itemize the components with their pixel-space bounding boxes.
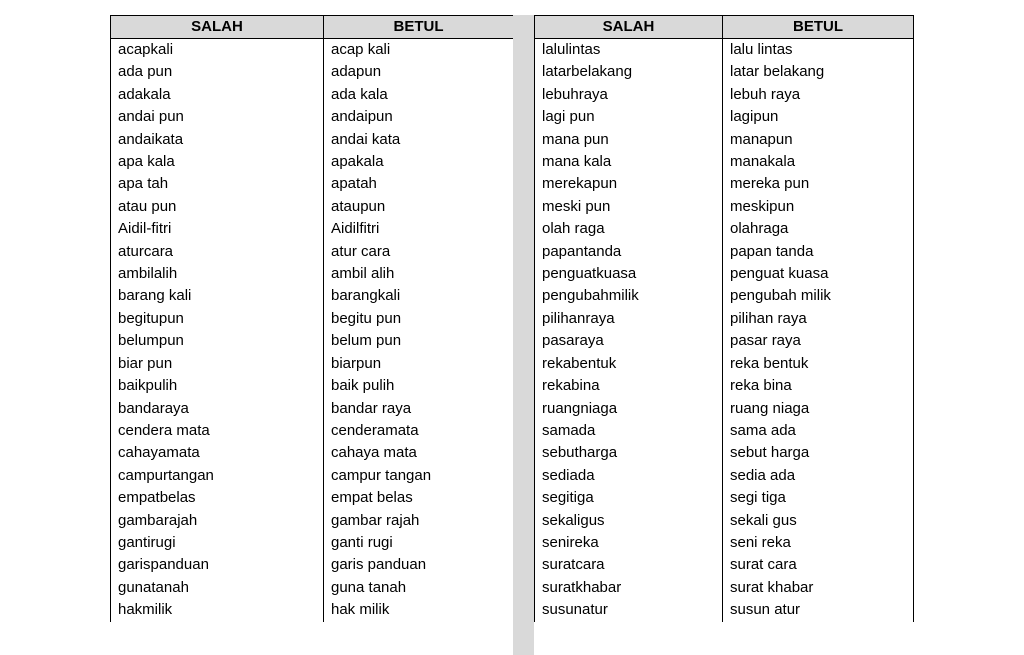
cell-salah: apa kala <box>111 151 324 173</box>
spelling-table-left <box>110 15 514 622</box>
cell-betul: ambil alih <box>324 263 514 285</box>
cell-betul: garis panduan <box>324 554 514 576</box>
cell-salah: gambarajah <box>111 510 324 532</box>
cell-salah: andai pun <box>111 106 324 128</box>
table-row <box>535 465 914 487</box>
table-row <box>111 599 514 621</box>
cell-betul: andaipun <box>324 106 514 128</box>
table-row <box>535 554 914 576</box>
table-row <box>111 173 514 195</box>
cell-betul: sebut harga <box>723 442 914 464</box>
table-row <box>111 577 514 599</box>
table-row <box>535 151 914 173</box>
cell-betul: sekali gus <box>723 510 914 532</box>
table-row <box>111 330 514 352</box>
cell-betul: atur cara <box>324 241 514 263</box>
table-row <box>535 129 914 151</box>
cell-salah: susunatur <box>535 599 723 621</box>
cell-salah: garispanduan <box>111 554 324 576</box>
cell-salah: cendera mata <box>111 420 324 442</box>
cell-betul: gambar rajah <box>324 510 514 532</box>
cell-betul: susun atur <box>723 599 914 621</box>
cell-salah: apa tah <box>111 173 324 195</box>
table-row <box>535 196 914 218</box>
cell-betul: manapun <box>723 129 914 151</box>
cell-betul: apakala <box>324 151 514 173</box>
cell-betul: hak milik <box>324 599 514 621</box>
table-row <box>111 420 514 442</box>
table-row <box>111 285 514 307</box>
cell-betul: ruang niaga <box>723 398 914 420</box>
table-row <box>535 241 914 263</box>
cell-salah: pasaraya <box>535 330 723 352</box>
table-row <box>111 375 514 397</box>
cell-betul: reka bina <box>723 375 914 397</box>
table-row <box>535 442 914 464</box>
table-row <box>535 39 914 62</box>
table-row <box>535 353 914 375</box>
cell-betul: ganti rugi <box>324 532 514 554</box>
cell-salah: meski pun <box>535 196 723 218</box>
cell-salah: belumpun <box>111 330 324 352</box>
cell-betul: begitu pun <box>324 308 514 330</box>
cell-salah: hakmilik <box>111 599 324 621</box>
cell-salah: suratcara <box>535 554 723 576</box>
column-header-betul: BETUL <box>324 16 514 39</box>
table-row <box>535 173 914 195</box>
cell-salah: lagi pun <box>535 106 723 128</box>
table-row <box>535 263 914 285</box>
table-row <box>111 129 514 151</box>
table-row <box>111 353 514 375</box>
table-row <box>535 106 914 128</box>
table-row <box>111 510 514 532</box>
cell-betul: andai kata <box>324 129 514 151</box>
table-row <box>535 599 914 621</box>
table-row <box>111 398 514 420</box>
cell-salah: campurtangan <box>111 465 324 487</box>
table-row <box>111 84 514 106</box>
cell-salah: mana kala <box>535 151 723 173</box>
cell-betul: belum pun <box>324 330 514 352</box>
table-row <box>111 39 514 62</box>
cell-betul: lagipun <box>723 106 914 128</box>
cell-salah: andaikata <box>111 129 324 151</box>
cell-salah: barang kali <box>111 285 324 307</box>
table-row <box>111 532 514 554</box>
header-row <box>111 16 514 39</box>
table-divider <box>513 15 534 655</box>
cell-salah: lebuhraya <box>535 84 723 106</box>
table-row <box>535 375 914 397</box>
table-row <box>535 84 914 106</box>
cell-salah: sediada <box>535 465 723 487</box>
cell-betul: Aidilfitri <box>324 218 514 240</box>
cell-betul: empat belas <box>324 487 514 509</box>
table-row <box>111 196 514 218</box>
cell-salah: ruangniaga <box>535 398 723 420</box>
cell-salah: bandaraya <box>111 398 324 420</box>
cell-betul: baik pulih <box>324 375 514 397</box>
cell-salah: rekabina <box>535 375 723 397</box>
cell-betul: lebuh raya <box>723 84 914 106</box>
spelling-table-right <box>534 15 914 622</box>
column-header-betul: BETUL <box>723 16 914 39</box>
table-row <box>535 308 914 330</box>
table-row <box>111 263 514 285</box>
cell-salah: pengubahmilik <box>535 285 723 307</box>
cell-betul: penguat kuasa <box>723 263 914 285</box>
cell-betul: sama ada <box>723 420 914 442</box>
cell-salah: ada pun <box>111 61 324 83</box>
cell-salah: baikpulih <box>111 375 324 397</box>
cell-betul: cenderamata <box>324 420 514 442</box>
table-row <box>535 577 914 599</box>
cell-salah: aturcara <box>111 241 324 263</box>
cell-betul: surat khabar <box>723 577 914 599</box>
cell-salah: mana pun <box>535 129 723 151</box>
table-row <box>535 420 914 442</box>
cell-betul: mereka pun <box>723 173 914 195</box>
table-row <box>111 442 514 464</box>
cell-betul: segi tiga <box>723 487 914 509</box>
cell-betul: biarpun <box>324 353 514 375</box>
cell-salah: pilihanraya <box>535 308 723 330</box>
cell-betul: seni reka <box>723 532 914 554</box>
cell-salah: sekaligus <box>535 510 723 532</box>
cell-betul: campur tangan <box>324 465 514 487</box>
table-row <box>535 218 914 240</box>
cell-salah: ambilalih <box>111 263 324 285</box>
header-row <box>535 16 914 39</box>
table-row <box>111 218 514 240</box>
cell-betul: papan tanda <box>723 241 914 263</box>
cell-salah: merekapun <box>535 173 723 195</box>
table-row <box>535 330 914 352</box>
cell-betul: meskipun <box>723 196 914 218</box>
cell-salah: penguatkuasa <box>535 263 723 285</box>
table-row <box>111 61 514 83</box>
table-row <box>111 308 514 330</box>
spelling-sheet <box>110 15 913 655</box>
cell-betul: lalu lintas <box>723 39 914 62</box>
table-row <box>111 487 514 509</box>
cell-salah: papantanda <box>535 241 723 263</box>
table-row <box>111 241 514 263</box>
column-header-salah: SALAH <box>111 16 324 39</box>
cell-salah: latarbelakang <box>535 61 723 83</box>
cell-salah: suratkhabar <box>535 577 723 599</box>
cell-betul: latar belakang <box>723 61 914 83</box>
cell-salah: adakala <box>111 84 324 106</box>
cell-betul: pasar raya <box>723 330 914 352</box>
table-row <box>535 510 914 532</box>
cell-betul: adapun <box>324 61 514 83</box>
column-header-salah: SALAH <box>535 16 723 39</box>
cell-salah: senireka <box>535 532 723 554</box>
cell-betul: olahraga <box>723 218 914 240</box>
cell-salah: samada <box>535 420 723 442</box>
table-row <box>111 554 514 576</box>
table-row <box>535 61 914 83</box>
cell-salah: segitiga <box>535 487 723 509</box>
cell-salah: gantirugi <box>111 532 324 554</box>
cell-salah: biar pun <box>111 353 324 375</box>
cell-betul: sedia ada <box>723 465 914 487</box>
cell-betul: cahaya mata <box>324 442 514 464</box>
cell-betul: barangkali <box>324 285 514 307</box>
cell-betul: bandar raya <box>324 398 514 420</box>
cell-betul: manakala <box>723 151 914 173</box>
cell-betul: pengubah milik <box>723 285 914 307</box>
cell-betul: apatah <box>324 173 514 195</box>
cell-salah: olah raga <box>535 218 723 240</box>
table-row <box>535 285 914 307</box>
cell-betul: reka bentuk <box>723 353 914 375</box>
cell-betul: pilihan raya <box>723 308 914 330</box>
cell-salah: begitupun <box>111 308 324 330</box>
table-row <box>535 398 914 420</box>
cell-betul: ada kala <box>324 84 514 106</box>
table-row <box>111 465 514 487</box>
cell-salah: rekabentuk <box>535 353 723 375</box>
cell-salah: lalulintas <box>535 39 723 62</box>
cell-salah: gunatanah <box>111 577 324 599</box>
cell-salah: Aidil-fitri <box>111 218 324 240</box>
cell-betul: acap kali <box>324 39 514 62</box>
cell-salah: atau pun <box>111 196 324 218</box>
cell-betul: guna tanah <box>324 577 514 599</box>
table-row <box>535 532 914 554</box>
cell-betul: surat cara <box>723 554 914 576</box>
cell-salah: empatbelas <box>111 487 324 509</box>
table-row <box>111 106 514 128</box>
table-row <box>535 487 914 509</box>
cell-salah: sebutharga <box>535 442 723 464</box>
cell-salah: acapkali <box>111 39 324 62</box>
cell-salah: cahayamata <box>111 442 324 464</box>
cell-betul: ataupun <box>324 196 514 218</box>
table-row <box>111 151 514 173</box>
